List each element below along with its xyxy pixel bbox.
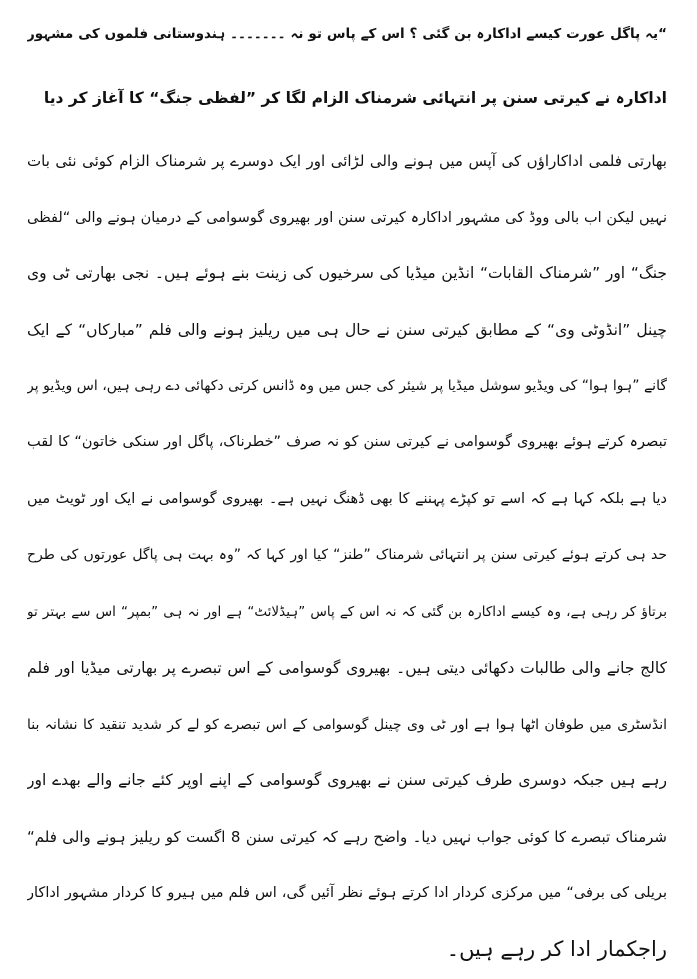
body-line-5: گانے ”ہوا ہوا“ کی ویڈیو سوشل میڈیا پر شیئر کی جس میں وہ ڈانس کرتی دکھائی دے رہی ہیں، اس ویڈیو پر xyxy=(27,378,667,394)
body-line-8: حد ہی کرتے ہوئے کیرتی سنن پر انتہائی شرمناک ”طنز“ کیا اور کہا کہ ”وہ بہت ہی پاگل عورتوں کی طرح xyxy=(27,547,667,563)
body-line-4: چینل ”انڈوٹی وی“ کے مطابق کیرتی سنن نے حال ہی میں ریلیز ہونے والی فلم ”مبارکاں“ کے ایک xyxy=(27,321,667,339)
body-line-1: بھارتی فلمی اداکاراؤں کی آپس میں ہونے والی لڑائی اور ایک دوسرے پر شرمناک الزام کوئی نئی بات xyxy=(27,152,667,170)
body-line-10: کالج جانے والی طالبات دکھائی دیتی ہیں۔ بھیروی گوسوامی کے اس تبصرے پر بھارتی میڈیا اور فلم xyxy=(27,659,667,677)
body-line-2: نہیں لیکن اب بالی ووڈ کی مشہور اداکارہ کیرتی سنن اور بھیروی گوسوامی کے درمیان ہونے والی “لفظی xyxy=(27,210,667,226)
body-line-14: بریلی کی برفی“ میں مرکزی کردار ادا کرتے ہوئے نظر آئیں گی، اس فلم میں ہیرو کا کردار مشہور اداکار xyxy=(27,885,667,901)
body-line-9: برتاؤ کر رہی ہے، وہ کیسے اداکارہ بن گئی کہ نہ اس کے پاس ”ہیڈلائٹ“ ہے اور نہ ہی ”بمپر“ اس سے بہتر تو xyxy=(27,604,667,620)
body-line-12: رہے ہیں جبکہ دوسری طرف کیرتی سنن نے بھیروی گوسوامی کے اپنے اوپر کئے جانے والے بھدے اور xyxy=(27,771,667,789)
body-line-13: شرمناک تبصرے کا کوئی جواب نہیں دیا۔ واضح رہے کہ کیرتی سنن 8 اگست کو ریلیز ہونے والی فلم“ xyxy=(27,828,667,846)
headline-line-2: اداکارہ نے کیرتی سنن پر انتہائی شرمناک الزام لگا کر ”لفظی جنگ“ کا آغاز کر دیا xyxy=(43,89,667,107)
body-line-15: راجکمار ادا کر رہے ہیں۔ xyxy=(446,937,667,961)
body-line-11: انڈسٹری میں طوفان اٹھا ہوا ہے اور ٹی وی چینل گوسوامی کے اس تبصرے کو لے کر شدید تنقید کا نشانہ بنا xyxy=(27,717,667,733)
body-line-7: دیا ہے بلکہ کہا ہے کہ اسے تو کپڑے پہننے کا بھی ڈھنگ نہیں ہے۔ بھیروی گوسوامی نے ایک اور ٹویٹ میں xyxy=(27,491,667,507)
body-line-3: جنگ“ اور ”شرمناک القابات“ انڈین میڈیا کی سرخیوں کی زینت بنے ہوئے ہیں۔ نجی بھارتی ٹی وی xyxy=(27,264,667,282)
body-line-6: تبصرہ کرتے ہوئے بھیروی گوسوامی نے کیرتی سنن کو نہ صرف ”خطرناک، پاگل اور سنکی خاتون“ کا لقب xyxy=(27,434,667,450)
headline-line-1: “یہ پاگل عورت کیسے اداکارہ بن گئی ؟ اس کے پاس تو نہ ۔۔۔۔۔۔۔ ہندوستانی فلموں کی مشہور xyxy=(27,26,667,42)
